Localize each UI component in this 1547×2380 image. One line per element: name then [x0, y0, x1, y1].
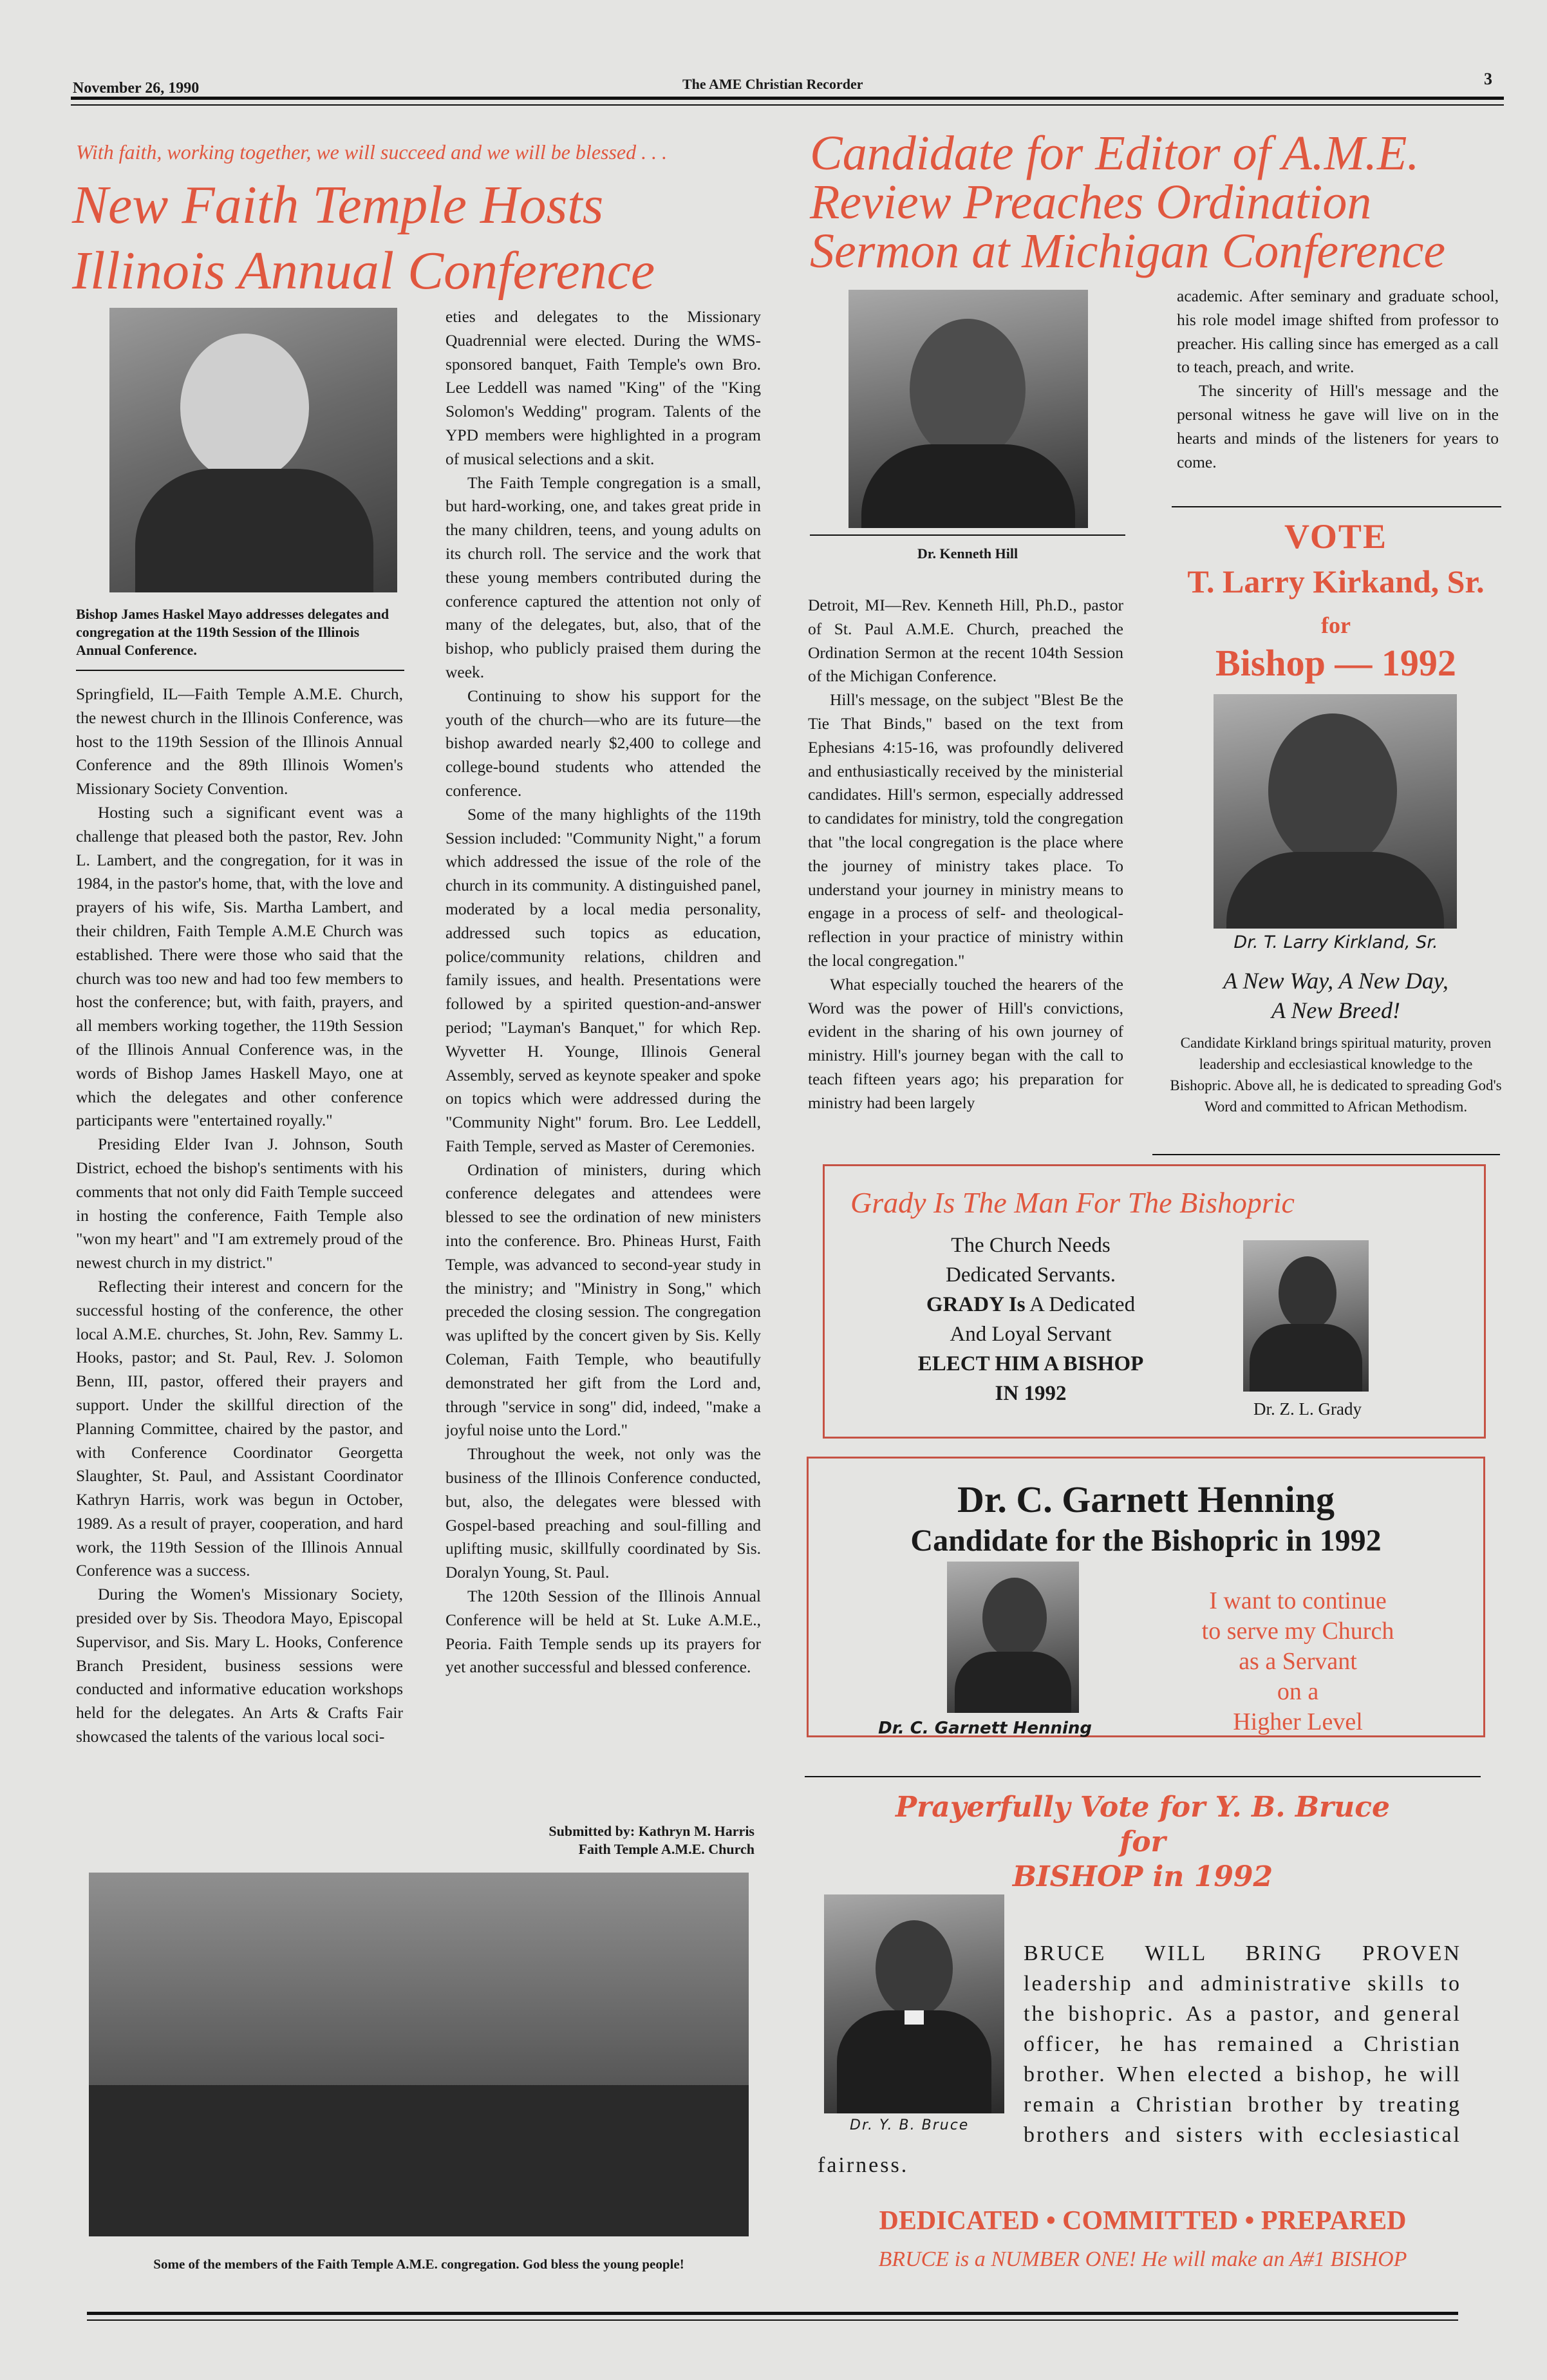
bruce-top-rule — [805, 1776, 1481, 1777]
kirkland-photo — [1214, 694, 1457, 929]
grady-text — [883, 1231, 1179, 1408]
issue-date: November 26, 1990 — [73, 80, 200, 97]
grady-line3 — [883, 1290, 1179, 1319]
right-col1-p3: What especially touched the hearers of the Word was the power of Hill's convictions, evident in the sharing of his own journey of ministry. Hill's journey began with the call to teach fifteen years ago; his preparation for ministry had been largely — [808, 974, 1123, 1112]
right-headline-line1: Candidate for Editor of A.M.E. — [810, 126, 1420, 180]
page-number: 3 — [1484, 70, 1492, 88]
kirkland-name: T. Larry Kirkand, Sr. — [1187, 563, 1485, 600]
henning-photo-caption: Dr. C. Garnett Henning — [878, 1719, 1092, 1738]
bruce-headline-line1: Prayerfully Vote for Y. B. Bruce — [895, 1791, 1390, 1824]
footer-rule — [87, 2312, 1458, 2315]
left-col1-p1: Springfield, IL—Faith Temple A.M.E. Church, the newest church in the Illinois Conference, was host to the 119th Session of the Illinois Annual Conference and the 89th Illinois Women's Missionary Society Convention. — [76, 685, 403, 798]
right-headline-line2: Review Preaches Ordination — [810, 175, 1372, 229]
grady-photo-caption: Dr. Z. L. Grady — [1253, 1399, 1362, 1419]
left-col2-p4: Some of the many highlights of the 119th Session included: "Community Night," a forum which addressed the issue of the role of the church in its community. A distinguished panel, moderated by a local media personality, addressed such topics as education, police/community relations, children and family issues, and health. Presentations were followed by a spirited question-and-answer period; "Layman's Banquet," for which Rep. Wyvetter H. Younge, Illinois General Assembly, served as keynote speaker and spoke on topics which were addressed during the "Community Night" forum. Bro. Lee Leddell, Faith Temple, served as Master of Ceremonies. — [445, 804, 761, 1155]
right-headline-line3: Sermon at Michigan Conference — [810, 224, 1446, 278]
right-col1-p2: Hill's message, on the subject "Blest Be the Tie That Binds," based on the text from Ephesians 4:15-16, was profoundly delivered and enthusiastically received by the ministerial candidates. Hill's sermon, especially addressed to candidates for ministry, told the congregation that "the local congregation is the place where the journey of ministry takes place. To understand your journey in ministry means to engage in a process of self- and theological-reflection in your practice of ministry within the local congregation." — [808, 690, 1123, 970]
left-col2-p2: The Faith Temple congregation is a small, but hard-working, one, and takes great pride in the many children, teens, and young adults on its church roll. The service and the work that these young members contributed during the conference captured the attention not only of many of the delegates, but, also, that of the bishop, who publicly praised them during the week. — [445, 473, 761, 681]
right-headline — [810, 126, 1512, 278]
henning-slogan-line1: I want to continue — [1209, 1587, 1387, 1614]
caption-rule — [76, 670, 404, 671]
submitted-by — [445, 1822, 755, 1858]
footer-rule-thin — [87, 2319, 1458, 2321]
henning-slogan-line3: as a Servant — [1239, 1648, 1357, 1675]
kenneth-hill-photo — [849, 290, 1088, 528]
bruce-body-text: BRUCE WILL BRING PROVEN leadership and administrative skills to the bishopric. As a pastor, and general officer, he has remained a Christian brother. When elected a bishop, he will remain a Christian brother by treating brothers and sisters with ecclesiastical fairness. — [818, 1941, 1461, 2177]
henning-slogan-line5: Higher Level — [1233, 1708, 1363, 1735]
right-col2-rule — [1172, 506, 1501, 507]
kirkland-for: for — [1321, 612, 1351, 638]
kirkland-body: Candidate Kirkland brings spiritual maturity, proven leadership and ecclesiastical knowledge to the Bishopric. Above all, he is dedicated to spreading God's Word and committed to African Methodism. — [1170, 1035, 1502, 1115]
left-col1-p5: During the Women's Missionary Society, presided over by Sis. Theodora Mayo, Episcopal Supervisor, and Sis. Mary L. Hooks, Conference Branch President, business sessions were conducted and informative education workshops held for the delegates. An Arts & Crafts Fair showcased the talents of the various local soci- — [76, 1585, 403, 1746]
left-kicker: With faith, working together, we will succeed and we will be blessed . . . — [76, 140, 668, 164]
left-headline — [72, 173, 800, 304]
henning-name: Dr. C. Garnett Henning — [957, 1478, 1335, 1520]
bruce-tagline: DEDICATED • COMMITTED • PREPARED — [879, 2206, 1407, 2236]
grady-photo — [1243, 1240, 1369, 1392]
left-article-col2 — [445, 305, 761, 1679]
left-headline-line1: New Faith Temple Hosts — [72, 175, 604, 235]
bruce-body — [818, 1938, 1461, 2196]
right-article-col2 — [1177, 285, 1499, 474]
grady-headline: Grady Is The Man For The Bishopric — [850, 1186, 1295, 1219]
bruce-headline-line3: BISHOP in 1992 — [1012, 1860, 1273, 1893]
kirkland-slogan-line1: A New Way, A New Day, — [1223, 968, 1449, 994]
right-col2-p1: academic. After seminary and graduate school, his role model image shifted from professor to preacher. His calling since has emerged as a call to teach, preach, and write. — [1177, 287, 1499, 377]
hill-caption-rule — [810, 534, 1125, 536]
header-rule-thin — [71, 104, 1504, 106]
henning-slogan-line2: to serve my Church — [1201, 1618, 1394, 1645]
grady-line1: The Church Needs — [951, 1234, 1111, 1257]
bishop-mayo-caption: Bishop James Haskel Mayo addresses delegates and congregation at the 119th Session of the Illinois Annual Conference. — [76, 606, 389, 658]
bruce-footer: BRUCE is a NUMBER ONE! He will make an A#1 BISHOP — [878, 2247, 1407, 2271]
group-photo-caption: Some of the members of the Faith Temple A.M.E. congregation. God bless the young people! — [153, 2256, 684, 2272]
henning-slogan — [1143, 1586, 1452, 1737]
kirkland-bottom-rule — [1152, 1154, 1500, 1155]
grady-line3-rest: A Dedicated — [1025, 1293, 1136, 1316]
right-col1-p1: Detroit, MI—Rev. Kenneth Hill, Ph.D., pastor of St. Paul A.M.E. Church, preached the Ordination Sermon at the recent 104th Session of the Michigan Conference. — [808, 596, 1123, 686]
henning-slogan-line4: on a — [1277, 1678, 1319, 1705]
left-col2-p7: The 120th Session of the Illinois Annual Conference will be held at St. Luke A.M.E., Peoria. Faith Temple sends up its prayers for yet another successful and blessed conference. — [445, 1587, 761, 1677]
left-headline-line2: Illinois Annual Conference — [72, 241, 655, 301]
bruce-headline — [805, 1790, 1481, 1894]
left-col2-p6: Throughout the week, not only was the business of the Illinois Conference conducted, but, also, the delegates were blessed with Gospel-based preaching and soul-filling and uplifting music, skillfully coordinated by Sis. Doralyn Young, St. Paul. — [445, 1444, 761, 1582]
left-col1-p2: Hosting such a significant event was a challenge that pleased both the pastor, Rev. John L. Lambert, and the congregation, for it was in 1984, in the pastor's home, that, with the love and prayers of his wife, Sis. Martha Lambert, and their children, Faith Temple A.M.E Church was established. There were those who said that the church was too new and had too few members to host the conference; but, with faith, prayers, and all members working together, the 119th Session of the Illinois Annual Conference was, in the words of Bishop James Haskell Mayo, one at which the delegates and other conference participants were "entertained royally." — [76, 802, 403, 1130]
submitted-by-org: Faith Temple A.M.E. Church — [578, 1841, 755, 1857]
grady-line2: Dedicated Servants. — [946, 1263, 1116, 1287]
left-col2-p1: eties and delegates to the Missionary Quadrennial were elected. During the WMS-sponsored banquet, Faith Temple's own Bro. Lee Leddell was named "King" of the "King Solomon's Wedding" program. Talents of the YPD members were highlighted in a program of musical selections and a skit. — [445, 307, 761, 468]
bishop-mayo-photo — [109, 308, 397, 592]
grady-line4: And Loyal Servant — [950, 1323, 1112, 1346]
left-col1-p3: Presiding Elder Ivan J. Johnson, South District, echoed the bishop's sentiments with his comments that not only did Faith Temple succeed in hosting the conference, Faith Temple also "won my heart" and "I am extremely proud of the newest church in my district." — [76, 1135, 403, 1272]
bruce-float-spacer — [818, 1938, 1024, 2131]
kirkland-photo-caption: Dr. T. Larry Kirkland, Sr. — [1233, 932, 1438, 952]
left-col2-p5: Ordination of ministers, during which conference delegates and attendees were blessed to see the ordination of new ministers into the conference. Bro. Phineas Hurst, Faith Temple, was advanced to second-year study in the ministry; and "Ministry in Song," which preceded the closing session. The congregation was uplifted by the concert given by Sis. Kelly Coleman, Faith Temple, who beautifully demonstrated her gift from the Lord and, through "service in song" did, indeed, "make a joyful noise unto the Lord." — [445, 1160, 761, 1440]
left-col2-p3: Continuing to show his support for the youth of the church—who are its future—the bishop awarded nearly $2,400 to college and college-bound students who attended the conference. — [445, 686, 761, 800]
grady-line5: ELECT HIM A BISHOP — [917, 1352, 1144, 1375]
bruce-photo-caption: Dr. Y. B. Bruce — [850, 2117, 970, 2133]
henning-subtitle: Candidate for the Bishopric in 1992 — [910, 1524, 1382, 1558]
kenneth-hill-caption: Dr. Kenneth Hill — [917, 545, 1018, 562]
grady-line6: IN 1992 — [995, 1382, 1067, 1405]
grady-line3-bold: GRADY Is — [926, 1293, 1026, 1316]
kirkland-vote: VOTE — [1284, 517, 1387, 556]
bruce-headline-line2: for — [1120, 1826, 1166, 1858]
left-article-col1 — [76, 683, 403, 1749]
publication-title: The AME Christian Recorder — [682, 76, 863, 92]
congregation-group-photo — [89, 1873, 749, 2236]
henning-ad — [807, 1457, 1485, 1737]
header-rule — [71, 97, 1504, 100]
submitted-by-name: Submitted by: Kathryn M. Harris — [548, 1823, 755, 1839]
kirkland-office: Bishop — 1992 — [1215, 642, 1456, 684]
grady-ad — [823, 1164, 1486, 1439]
kirkland-slogan-line2: A New Breed! — [1271, 997, 1400, 1023]
henning-photo — [947, 1562, 1079, 1713]
left-col1-p4: Reflecting their interest and concern for the successful hosting of the conference, the other local A.M.E. churches, St. John, Rev. Sammy L. Hooks, pastor; and St. Paul, Rev. J. Solomon Benn, III, pastor, offered their prayers and support. Under the skillful direction of the Planning Committee, chaired by the pastor, and with Conference Coordinator Georgetta Slaughter, St. Paul, and Assistant Coordinator Kathryn Harris, work was begun in October, 1989. As a result of prayer, cooperation, and hard work, the 119th Session of the Illinois Annual Conference was a success. — [76, 1276, 403, 1580]
right-article-col1 — [808, 594, 1123, 1115]
right-col2-p2: The sincerity of Hill's message and the personal witness he gave will live on in the hearts and minds of the listeners for years to come. — [1177, 381, 1499, 471]
kirkland-slogan — [1168, 966, 1503, 1025]
